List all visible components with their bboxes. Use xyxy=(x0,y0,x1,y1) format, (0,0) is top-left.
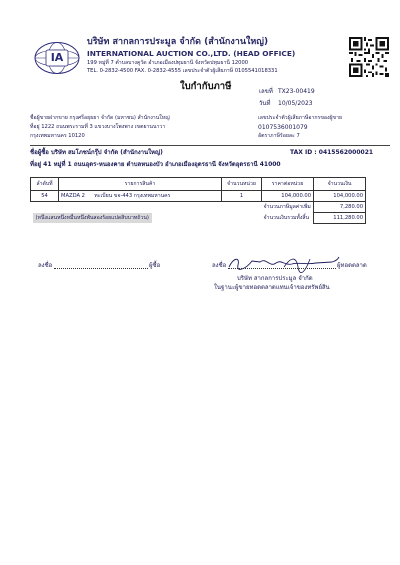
company-contact: TEL. 0-2832-4500 FAX. 0-2832-4555 เลขประจำตัวผู้เสียภาษี 0105541018331 xyxy=(87,68,278,74)
total-value: 111,280.00 xyxy=(314,213,366,224)
buyer-address: ที่อยู่ 41 หมู่ที่ 1 ถนนอุดร-หนองคาย ตำบลหนองบัว อำเภอเมืองอุดรธานี จังหวัดอุดรธานี 41000 xyxy=(30,161,281,168)
qr-code xyxy=(349,37,389,77)
row-item xyxy=(59,191,222,202)
company-name-en: INTERNATIONAL AUCTION CO.,LTD. (HEAD OFFICE) xyxy=(87,49,296,58)
col-header-item: รายการสินค้า xyxy=(59,178,222,191)
vat-rate: อัตราภาษีร้อยละ 7 xyxy=(258,133,300,139)
divider xyxy=(30,145,390,146)
company-address: 199 หมู่ที่ 7 ตำบลบางคูวัด อำเภอเมืองปทุมธานี จังหวัดปทุมธานี 12000 xyxy=(87,60,249,66)
seller-tax-id: 0107536001079 xyxy=(258,124,308,131)
table-header-row xyxy=(31,178,366,191)
doc-number: TX23-00419 xyxy=(278,88,315,95)
row-desc: ทะเบียน ขจ-443 กรุงเทพมหานคร xyxy=(94,193,171,199)
col-header-no: ลำดับที่ xyxy=(31,178,59,191)
vat-label: จำนวนภาษีมูลค่าเพิ่ม xyxy=(263,204,311,211)
buyer-sign-label: ลงชื่อ xyxy=(38,262,53,269)
seller-address-1: ที่อยู่ 1222 ถนนพระรามที่ 3 แขวงบางโพงพาง เขตยานนาวา xyxy=(30,124,166,130)
auctioneer-company: บริษัท สากลการประมูล จำกัด xyxy=(237,275,313,282)
table-row xyxy=(31,191,366,202)
row-brand: MAZDA 2 xyxy=(61,193,85,199)
auctioneer-capacity: ในฐานะผู้ขายทอดตลาดแทนเจ้าของทรัพย์สิน xyxy=(214,284,330,291)
seller-name: ชื่อผู้ขายฝากขาย กรุงศรีอยุธยา จำกัด (มหาชน) สำนักงานใหญ่ xyxy=(30,115,170,121)
doc-number-label: เลขที่ xyxy=(259,88,273,95)
row-amount: 104,000.00 xyxy=(314,191,366,202)
buyer-tax-id: TAX ID : 0415562000021 xyxy=(290,149,374,156)
col-header-unit-price: ราคาต่อหน่วย xyxy=(262,178,314,191)
company-name-th: บริษัท สากลการประมูล จำกัด (สำนักงานใหญ่) xyxy=(87,37,269,47)
buyer-sign-role: ผู้ซื้อ xyxy=(149,262,161,269)
date-label: วันที่ xyxy=(259,100,271,107)
row-no: 54 xyxy=(31,191,59,202)
total-in-words: (หนึ่งแสนหนึ่งหมื่นหนึ่งพันสองร้อยแปดสิบบาทถ้วน) xyxy=(33,213,152,223)
buyer-name: ชื่อผู้ซื้อ บริษัท สมโภชน์กรุ๊ป จำกัด (สำนักงานใหญ่) xyxy=(30,149,163,156)
auctioneer-sign-label: ลงชื่อ xyxy=(212,262,227,269)
total-row xyxy=(31,213,366,224)
document-title: ใบกำกับภาษี xyxy=(180,81,232,92)
seller-tax-label: เลขประจำตัวผู้เสียภาษีอากรของผู้ขาย xyxy=(258,115,343,121)
auctioneer-sign-role: ผู้ทอดตลาด xyxy=(337,262,367,269)
vat-value: 7,280.00 xyxy=(314,202,366,213)
logo-text: IA xyxy=(50,51,64,64)
row-qty: 1 xyxy=(222,191,262,202)
doc-date: 10/05/2023 xyxy=(278,100,313,107)
row-unit-price: 104,000.00 xyxy=(262,191,314,202)
buyer-sign-line xyxy=(54,268,148,269)
seller-address-2: กรุงเทพมหานคร 10120 xyxy=(30,133,85,139)
vat-row xyxy=(31,202,366,213)
col-header-qty: จำนวนหน่วย xyxy=(222,178,262,191)
col-header-amount: จำนวนเงิน xyxy=(314,178,366,191)
signature-scribble xyxy=(226,253,341,273)
items-table xyxy=(30,177,366,224)
total-label: จำนวนเงินรวมทั้งสิ้น xyxy=(263,215,310,221)
